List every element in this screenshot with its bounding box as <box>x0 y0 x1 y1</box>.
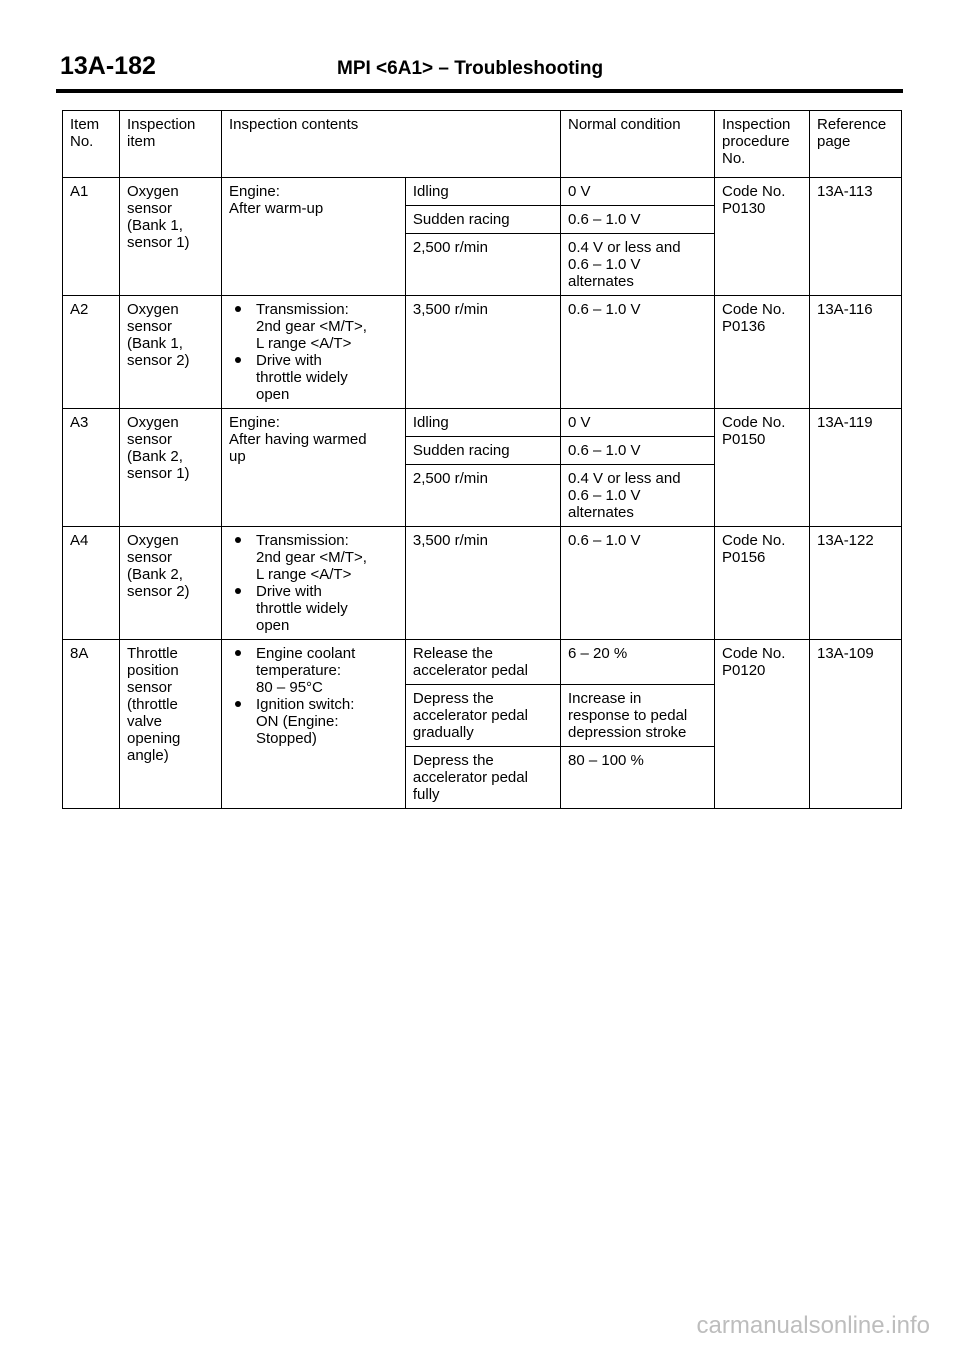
condition-cell: Idling <box>405 409 560 437</box>
item-no-cell: A1 <box>63 178 120 296</box>
bullet-item: Ignition switch: ON (Engine: Stopped) <box>229 696 405 747</box>
condition-cell: Sudden racing <box>405 437 560 465</box>
inspection-item-cell: Oxygen sensor (Bank 1, sensor 2) <box>120 296 222 409</box>
inspection-item-cell: Throttle position sensor (throttle valve opening angle) <box>120 640 222 809</box>
reference-page-cell: 13A-116 <box>810 296 902 409</box>
procedure-no-cell: Code No. P0120 <box>715 640 810 809</box>
item-no-cell: A3 <box>63 409 120 527</box>
bullet-conditions-cell <box>222 296 406 409</box>
table-body <box>63 178 902 809</box>
bullet-conditions-cell <box>222 527 406 640</box>
bullet-item: Drive with throttle widely open <box>229 352 405 403</box>
bullet-item: Engine coolant temperature: 80 – 95°C <box>229 645 405 696</box>
header-normal-condition: Normal condition <box>561 111 715 178</box>
header-procedure-no: Inspection procedure No. <box>715 111 810 178</box>
bullet-list <box>229 645 405 747</box>
table-row <box>63 409 902 437</box>
reference-page-cell: 13A-119 <box>810 409 902 527</box>
reference-page-cell: 13A-113 <box>810 178 902 296</box>
bullet-list <box>229 301 405 403</box>
reference-page-cell: 13A-109 <box>810 640 902 809</box>
page-number: 13A-182 <box>60 52 156 80</box>
condition-cell: Depress the accelerator pedal fully <box>405 747 560 809</box>
condition-cell: Depress the accelerator pedal gradually <box>405 685 560 747</box>
watermark: carmanualsonline.info <box>696 1312 930 1339</box>
table-row <box>63 296 902 409</box>
table-row <box>63 527 902 640</box>
procedure-no-cell: Code No. P0156 <box>715 527 810 640</box>
normal-condition-cell: 0.4 V or less and 0.6 – 1.0 V alternates <box>561 234 715 296</box>
condition-cell: 3,500 r/min <box>405 527 560 640</box>
normal-condition-cell: 0.6 – 1.0 V <box>561 527 715 640</box>
normal-condition-cell: 6 – 20 % <box>561 640 715 685</box>
normal-condition-cell: 0 V <box>561 409 715 437</box>
bullet-item: Drive with throttle widely open <box>229 583 405 634</box>
item-no-cell: 8A <box>63 640 120 809</box>
condition-cell: 3,500 r/min <box>405 296 560 409</box>
bullet-item: Transmission: 2nd gear <M/T>, L range <A/T> <box>229 301 405 352</box>
normal-condition-cell: 80 – 100 % <box>561 747 715 809</box>
bullet-conditions-cell <box>222 640 406 809</box>
table-row <box>63 640 902 685</box>
header-inspection-contents: Inspection contents <box>222 111 561 178</box>
table-header <box>63 111 902 178</box>
header-rule <box>56 89 903 93</box>
page-title: MPI <6A1> – Troubleshooting <box>337 58 604 79</box>
procedure-no-cell: Code No. P0150 <box>715 409 810 527</box>
bullet-list <box>229 532 405 634</box>
normal-condition-cell: Increase in response to pedal depression stroke <box>561 685 715 747</box>
header-item-no: Item No. <box>63 111 120 178</box>
condition-cell: Release the accelerator pedal <box>405 640 560 685</box>
table-row <box>63 178 902 206</box>
procedure-no-cell: Code No. P0136 <box>715 296 810 409</box>
inspection-table <box>62 110 902 809</box>
condition-cell: 2,500 r/min <box>405 465 560 527</box>
inspection-item-cell: Oxygen sensor (Bank 2, sensor 2) <box>120 527 222 640</box>
engine-condition-cell: Engine: After warm-up <box>222 178 406 296</box>
item-no-cell: A2 <box>63 296 120 409</box>
item-no-cell: A4 <box>63 527 120 640</box>
reference-page-cell: 13A-122 <box>810 527 902 640</box>
condition-cell: Sudden racing <box>405 206 560 234</box>
header-row <box>63 111 902 178</box>
inspection-item-cell: Oxygen sensor (Bank 1, sensor 1) <box>120 178 222 296</box>
inspection-item-cell: Oxygen sensor (Bank 2, sensor 1) <box>120 409 222 527</box>
normal-condition-cell: 0.6 – 1.0 V <box>561 437 715 465</box>
normal-condition-cell: 0.6 – 1.0 V <box>561 296 715 409</box>
header-inspection-item: Inspection item <box>120 111 222 178</box>
procedure-no-cell: Code No. P0130 <box>715 178 810 296</box>
normal-condition-cell: 0 V <box>561 178 715 206</box>
condition-cell: 2,500 r/min <box>405 234 560 296</box>
normal-condition-cell: 0.6 – 1.0 V <box>561 206 715 234</box>
engine-condition-cell: Engine: After having warmed up <box>222 409 406 527</box>
condition-cell: Idling <box>405 178 560 206</box>
normal-condition-cell: 0.4 V or less and 0.6 – 1.0 V alternates <box>561 465 715 527</box>
bullet-item: Transmission: 2nd gear <M/T>, L range <A/T> <box>229 532 405 583</box>
header-reference-page: Reference page <box>810 111 902 178</box>
